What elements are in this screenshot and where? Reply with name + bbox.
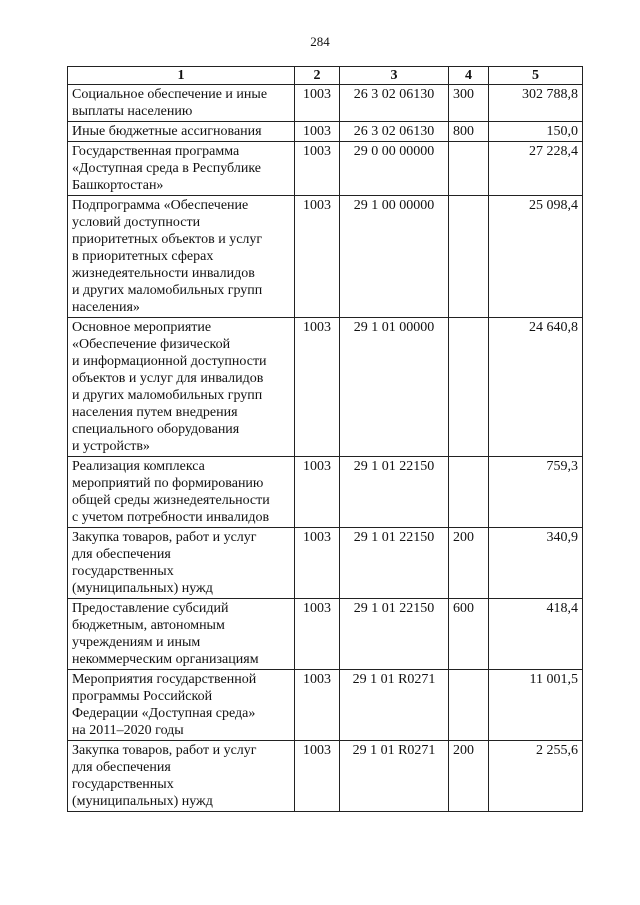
row-amount: 24 640,8	[489, 318, 583, 457]
row-amount: 25 098,4	[489, 196, 583, 318]
row-section: 1003	[295, 741, 340, 812]
table-row	[68, 528, 583, 599]
row-section: 1003	[295, 142, 340, 196]
row-name: Государственная программа «Доступная среда в Республике Башкортостан»	[68, 142, 295, 196]
table-row	[68, 196, 583, 318]
row-amount: 2 255,6	[489, 741, 583, 812]
header-cell-name: 1	[68, 67, 295, 85]
row-amount: 759,3	[489, 457, 583, 528]
row-expense-type	[449, 457, 489, 528]
row-amount: 418,4	[489, 599, 583, 670]
row-name: Иные бюджетные ассигнования	[68, 122, 295, 142]
table-row	[68, 122, 583, 142]
row-expense-type: 300	[449, 85, 489, 122]
header-cell-section: 2	[295, 67, 340, 85]
row-expense-type: 200	[449, 741, 489, 812]
row-target: 29 1 01 22150	[340, 457, 449, 528]
row-name: Социальное обеспечение и иные выплаты населению	[68, 85, 295, 122]
page-number: 284	[310, 34, 330, 49]
row-amount: 11 001,5	[489, 670, 583, 741]
budget-table	[67, 66, 583, 812]
header-row	[68, 67, 583, 85]
row-section: 1003	[295, 670, 340, 741]
row-section: 1003	[295, 196, 340, 318]
row-target: 29 1 01 22150	[340, 599, 449, 670]
table-row	[68, 457, 583, 528]
row-expense-type	[449, 318, 489, 457]
row-name: Основное мероприятие «Обеспечение физической и информационной доступности объектов и услуг для инвалидов и других маломобильных групп населения путем внедрения специального оборудования и устройств»	[68, 318, 295, 457]
table-row	[68, 670, 583, 741]
row-name: Мероприятия государственной программы Российской Федерации «Доступная среда» на 2011–2020 годы	[68, 670, 295, 741]
row-expense-type: 800	[449, 122, 489, 142]
table-row	[68, 142, 583, 196]
table-row	[68, 85, 583, 122]
row-target: 26 3 02 06130	[340, 85, 449, 122]
row-amount: 150,0	[489, 122, 583, 142]
row-section: 1003	[295, 85, 340, 122]
row-name: Закупка товаров, работ и услуг для обеспечения государственных (муниципальных) нужд	[68, 741, 295, 812]
row-target: 29 1 01 R0271	[340, 670, 449, 741]
row-section: 1003	[295, 457, 340, 528]
row-section: 1003	[295, 318, 340, 457]
row-amount: 27 228,4	[489, 142, 583, 196]
row-section: 1003	[295, 528, 340, 599]
row-amount: 340,9	[489, 528, 583, 599]
table-row	[68, 741, 583, 812]
row-section: 1003	[295, 599, 340, 670]
row-amount: 302 788,8	[489, 85, 583, 122]
row-name: Закупка товаров, работ и услуг для обеспечения государственных (муниципальных) нужд	[68, 528, 295, 599]
row-expense-type: 600	[449, 599, 489, 670]
row-expense-type: 200	[449, 528, 489, 599]
header-cell-amount: 5	[489, 67, 583, 85]
row-expense-type	[449, 142, 489, 196]
row-target: 29 1 01 R0271	[340, 741, 449, 812]
row-target: 26 3 02 06130	[340, 122, 449, 142]
row-target: 29 1 01 00000	[340, 318, 449, 457]
row-expense-type	[449, 670, 489, 741]
header-cell-expense-type: 4	[449, 67, 489, 85]
row-name: Подпрограмма «Обеспечение условий доступности приоритетных объектов и услуг в приоритетных сферах жизнедеятельности инвалидов и других маломобильных групп населения»	[68, 196, 295, 318]
row-name: Реализация комплекса мероприятий по формированию общей среды жизнедеятельности с учетом потребности инвалидов	[68, 457, 295, 528]
row-name: Предоставление субсидий бюджетным, автономным учреждениям и иным некоммерческим организациям	[68, 599, 295, 670]
header-cell-target: 3	[340, 67, 449, 85]
table-row	[68, 599, 583, 670]
row-target: 29 1 01 22150	[340, 528, 449, 599]
row-target: 29 0 00 00000	[340, 142, 449, 196]
row-expense-type	[449, 196, 489, 318]
table-row	[68, 318, 583, 457]
row-target: 29 1 00 00000	[340, 196, 449, 318]
row-section: 1003	[295, 122, 340, 142]
